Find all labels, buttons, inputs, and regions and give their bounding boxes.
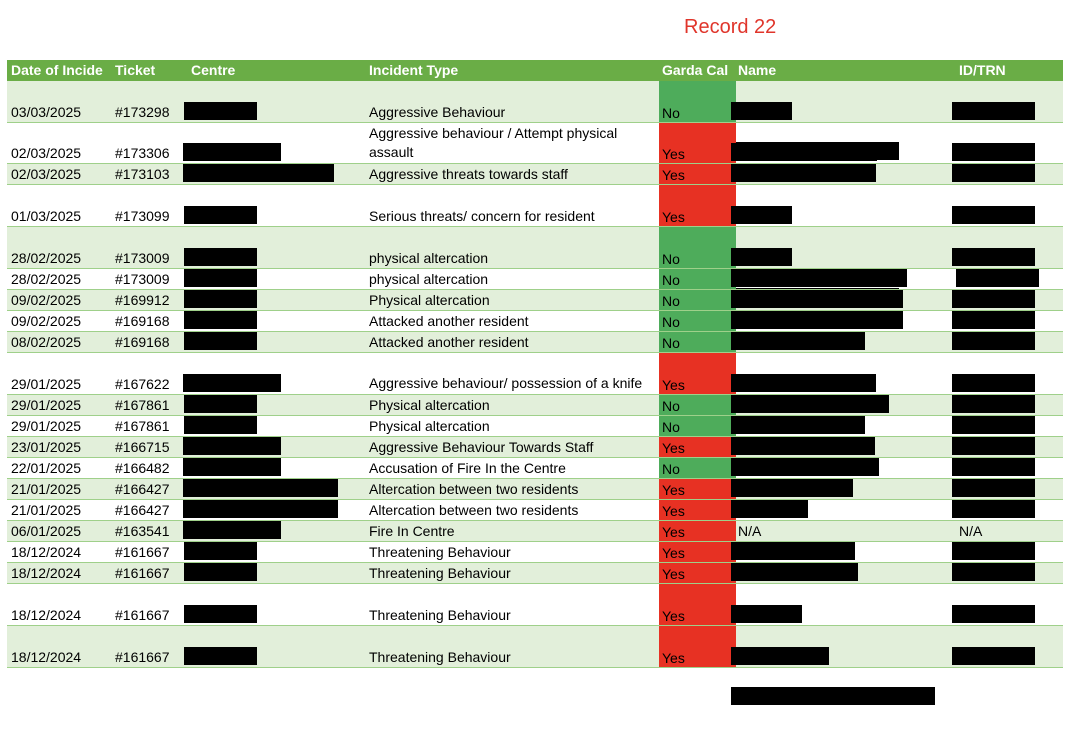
table-row — [7, 500, 1063, 521]
cell-garda-called — [659, 123, 736, 163]
cell-ticket: #166427 — [115, 502, 170, 518]
redacted-centre — [184, 416, 257, 434]
redacted-id — [952, 563, 1035, 581]
redacted-centre — [184, 290, 257, 308]
redacted-name — [731, 269, 907, 287]
header-incident-type: Incident Type — [369, 62, 459, 78]
redacted-name — [731, 687, 935, 705]
cell-garda-called — [659, 500, 736, 520]
cell-date: 29/01/2025 — [11, 376, 82, 392]
cell-date: 01/03/2025 — [11, 208, 82, 224]
table-row — [7, 416, 1063, 437]
cell-date: 21/01/2025 — [11, 481, 82, 497]
cell-incident-type: Aggressive behaviour/ possession of a knife — [369, 375, 643, 391]
table-row — [7, 584, 1063, 626]
redacted-name — [731, 374, 876, 392]
redacted-name — [731, 500, 808, 518]
table-row — [7, 521, 1063, 542]
garda-value: Yes — [662, 440, 685, 456]
table-row — [7, 458, 1063, 479]
garda-value: Yes — [662, 503, 685, 519]
table-row — [7, 311, 1063, 332]
cell-ticket: #173298 — [115, 104, 170, 120]
redacted-id — [952, 437, 1035, 455]
redacted-centre — [184, 269, 257, 287]
garda-value: Yes — [662, 545, 685, 561]
redacted-centre — [184, 563, 257, 581]
cell-ticket: #169168 — [115, 313, 170, 329]
cell-date: 23/01/2025 — [11, 439, 82, 455]
cell-date: 29/01/2025 — [11, 418, 82, 434]
redacted-id — [952, 647, 1035, 665]
table-row — [7, 164, 1063, 185]
cell-ticket: #167861 — [115, 397, 170, 413]
table-row — [7, 81, 1063, 123]
redacted-name — [731, 563, 858, 581]
table-row — [7, 269, 1063, 290]
header-ticket: Ticket — [115, 62, 156, 78]
table-row — [7, 185, 1063, 227]
redacted-centre — [183, 143, 281, 161]
garda-value: No — [662, 419, 680, 435]
cell-garda-called — [659, 311, 736, 331]
garda-value: Yes — [662, 377, 685, 393]
cell-incident-type: Aggressive Behaviour — [369, 104, 506, 120]
cell-date: 29/01/2025 — [11, 397, 82, 413]
header-centre: Centre — [191, 62, 236, 78]
garda-value: No — [662, 461, 680, 477]
cell-ticket: #169168 — [115, 334, 170, 350]
cell-ticket: #161667 — [115, 607, 170, 623]
cell-incident-type: Fire In Centre — [369, 523, 455, 539]
redacted-centre — [184, 647, 257, 665]
redacted-name — [731, 248, 792, 266]
redacted-centre — [183, 500, 338, 518]
redacted-name — [731, 416, 865, 434]
cell-incident-type: Physical altercation — [369, 418, 490, 434]
cell-ticket: #173099 — [115, 208, 170, 224]
cell-incident-type: Altercation between two residents — [369, 502, 579, 518]
cell-garda-called — [659, 395, 736, 415]
redacted-name — [731, 458, 879, 476]
cell-ticket: #167622 — [115, 376, 170, 392]
header-id-trn: ID/TRN — [959, 62, 1006, 78]
cell-incident-type: Threatening Behaviour — [369, 607, 511, 623]
cell-ticket: #161667 — [115, 565, 170, 581]
cell-garda-called — [659, 227, 736, 268]
cell-date: 06/01/2025 — [11, 523, 82, 539]
cell-garda-called — [659, 584, 736, 625]
header-garda-called: Garda Cal — [662, 62, 729, 78]
cell-date: 18/12/2024 — [11, 607, 82, 623]
cell-ticket: #173009 — [115, 250, 170, 266]
cell-incident-type: Serious threats/ concern for resident — [369, 208, 595, 224]
header-name: Name — [738, 62, 777, 78]
table-row — [7, 227, 1063, 269]
table-row — [7, 479, 1063, 500]
cell-name: N/A — [738, 523, 762, 539]
header-date: Date of Incide — [11, 62, 103, 78]
redacted-centre — [184, 248, 257, 266]
cell-incident-type: physical altercation — [369, 271, 489, 287]
table-row — [7, 437, 1063, 458]
cell-garda-called — [659, 290, 736, 310]
table-header — [7, 60, 1063, 81]
redacted-id — [952, 374, 1035, 392]
redacted-id — [952, 206, 1035, 224]
redacted-id — [952, 416, 1035, 434]
cell-garda-called — [659, 185, 736, 226]
redacted-id — [952, 248, 1035, 266]
table-row — [7, 290, 1063, 311]
cell-date: 18/12/2024 — [11, 649, 82, 665]
table-row — [7, 626, 1063, 668]
cell-date: 02/03/2025 — [11, 145, 82, 161]
cell-ticket: #161667 — [115, 544, 170, 560]
cell-ticket: #173009 — [115, 271, 170, 287]
cell-garda-called — [659, 81, 736, 122]
incident-table — [7, 60, 1063, 668]
garda-value: No — [662, 335, 680, 351]
garda-value: Yes — [662, 650, 685, 666]
garda-value: No — [662, 293, 680, 309]
redacted-id — [952, 311, 1035, 329]
garda-value: No — [662, 314, 680, 330]
redacted-name — [731, 542, 855, 560]
redacted-id — [952, 395, 1035, 413]
redacted-id — [952, 102, 1035, 120]
garda-value: Yes — [662, 608, 685, 624]
record-title: Record 22 — [684, 16, 777, 38]
redacted-name — [731, 311, 903, 329]
redacted-name — [731, 102, 792, 120]
table-row — [7, 332, 1063, 353]
garda-value: No — [662, 105, 680, 121]
cell-garda-called — [659, 479, 736, 499]
redacted-id — [952, 458, 1035, 476]
cell-date: 08/02/2025 — [11, 334, 82, 350]
cell-garda-called — [659, 437, 736, 457]
redacted-id — [952, 290, 1035, 308]
cell-incident-type: Aggressive Behaviour Towards Staff — [369, 439, 594, 455]
redacted-id — [952, 605, 1035, 623]
redacted-centre — [184, 395, 257, 413]
redacted-centre — [183, 521, 281, 539]
redacted-name — [731, 164, 876, 182]
cell-garda-called — [659, 332, 736, 352]
redacted-centre — [183, 374, 281, 392]
cell-date: 09/02/2025 — [11, 313, 82, 329]
redacted-centre — [183, 437, 281, 455]
cell-incident-type: Threatening Behaviour — [369, 565, 511, 581]
redacted-centre — [184, 542, 257, 560]
cell-date: 18/12/2024 — [11, 565, 82, 581]
cell-date: 21/01/2025 — [11, 502, 82, 518]
redacted-name — [731, 395, 889, 413]
cell-incident-type: Aggressive behaviour / Attempt physical assault — [369, 125, 618, 160]
cell-ticket: #161667 — [115, 649, 170, 665]
redacted-centre — [183, 458, 281, 476]
table-body — [7, 81, 1063, 668]
table-row — [7, 395, 1063, 416]
garda-value: No — [662, 398, 680, 414]
garda-value: Yes — [662, 146, 685, 162]
cell-garda-called — [659, 269, 736, 289]
cell-garda-called — [659, 416, 736, 436]
cell-incident-type: Accusation of Fire In the Centre — [369, 460, 566, 476]
garda-value: Yes — [662, 209, 685, 225]
redacted-name — [731, 290, 903, 308]
cell-incident-type: Attacked another resident — [369, 313, 529, 329]
redacted-centre — [184, 206, 257, 224]
cell-incident-type: physical altercation — [369, 250, 489, 266]
cell-date: 28/02/2025 — [11, 250, 82, 266]
cell-incident-type: Physical altercation — [369, 397, 490, 413]
cell-date: 09/02/2025 — [11, 292, 82, 308]
redacted-centre — [183, 479, 338, 497]
cell-date: 02/03/2025 — [11, 166, 82, 182]
cell-ticket: #163541 — [115, 523, 170, 539]
cell-incident-type: Threatening Behaviour — [369, 649, 511, 665]
cell-date: 22/01/2025 — [11, 460, 82, 476]
cell-ticket: #166427 — [115, 481, 170, 497]
cell-garda-called — [659, 521, 736, 541]
cell-date: 18/12/2024 — [11, 544, 82, 560]
redacted-id — [952, 143, 1035, 161]
redacted-name — [731, 437, 875, 455]
cell-ticket: #167861 — [115, 418, 170, 434]
cell-incident-type: Physical altercation — [369, 292, 490, 308]
redacted-centre — [183, 164, 334, 182]
redacted-id — [952, 479, 1035, 497]
redacted-name — [731, 332, 865, 350]
redacted-centre — [184, 311, 257, 329]
garda-value: Yes — [662, 482, 685, 498]
table-row — [7, 353, 1063, 395]
redacted-name — [731, 479, 853, 497]
table-row — [7, 542, 1063, 563]
garda-value: No — [662, 251, 680, 267]
cell-date: 28/02/2025 — [11, 271, 82, 287]
cell-ticket: #173306 — [115, 145, 170, 161]
redacted-name — [731, 143, 877, 161]
cell-id: N/A — [959, 523, 983, 539]
redacted-centre — [184, 605, 257, 623]
cell-garda-called — [659, 563, 736, 583]
cell-ticket: #169912 — [115, 292, 170, 308]
redacted-centre — [184, 102, 257, 120]
cell-ticket: #166715 — [115, 439, 170, 455]
cell-incident-type: Threatening Behaviour — [369, 544, 511, 560]
redacted-name — [731, 647, 829, 665]
cell-garda-called — [659, 164, 736, 184]
redacted-id — [952, 164, 1035, 182]
redacted-centre — [184, 332, 257, 350]
redacted-id — [956, 269, 1039, 287]
redacted-name — [731, 206, 792, 224]
cell-incident-type: Aggressive threats towards staff — [369, 166, 568, 182]
table-row — [7, 563, 1063, 584]
redacted-id — [952, 332, 1035, 350]
cell-garda-called — [659, 458, 736, 478]
redacted-id — [952, 500, 1035, 518]
garda-value: No — [662, 272, 680, 288]
redacted-name — [731, 605, 802, 623]
cell-ticket: #173103 — [115, 166, 170, 182]
cell-garda-called — [659, 353, 736, 394]
cell-incident-type: Attacked another resident — [369, 334, 529, 350]
redacted-id — [952, 542, 1035, 560]
cell-incident-type: Altercation between two residents — [369, 481, 579, 497]
garda-value: Yes — [662, 167, 685, 183]
cell-garda-called — [659, 626, 736, 667]
cell-garda-called — [659, 542, 736, 562]
cell-ticket: #166482 — [115, 460, 170, 476]
garda-value: Yes — [662, 566, 685, 582]
cell-date: 03/03/2025 — [11, 104, 82, 120]
table-row — [7, 123, 1063, 164]
garda-value: Yes — [662, 524, 685, 540]
